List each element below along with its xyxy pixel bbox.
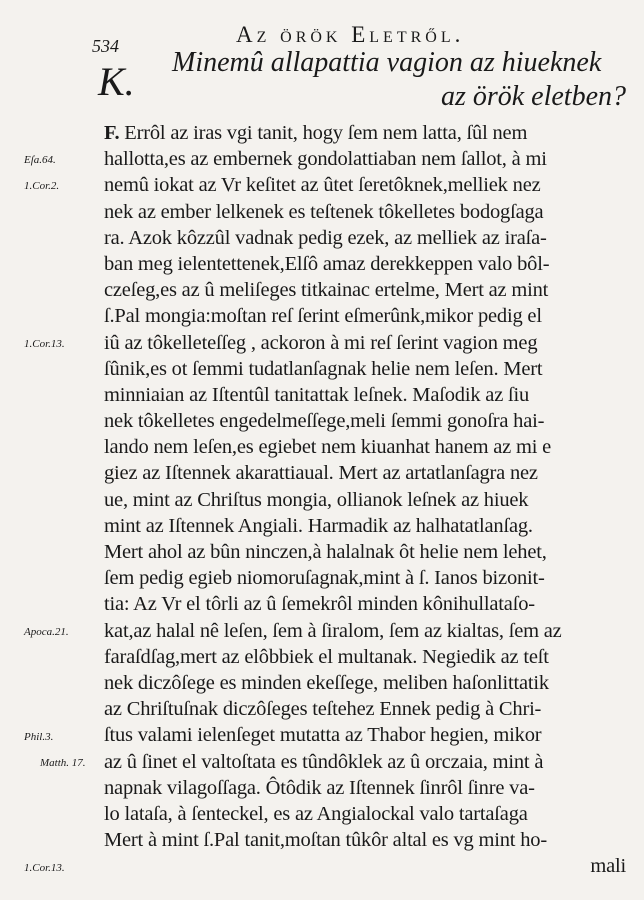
running-head: Az örök Eletről. [236,22,465,47]
text-line: Mert à mint ſ.Pal tanit,moſtan tûkôr altal es vg mint ho- [104,829,547,852]
text-line: giez az Iſtennek akarattiaual. Mert az artatlanſagra nez [104,462,538,485]
question-line-1: Minemû allapattia vagion az hiueknek [172,47,602,78]
margin-note: Eſa.64. [24,154,56,167]
catchword: mali [590,855,626,878]
margin-note: Matth. 17. [40,756,86,769]
text-line: ra. Azok kôzzûl vadnak pedig ezek, az melliek az iraſa- [104,226,547,249]
margin-note: 1.Cor.13. [24,861,65,874]
text-line: nek diczôſege es minden ekeſſege, meliben haſonlittatik [104,671,549,694]
text-line: napnak vilagoſſaga. Ôtôdik az Iſtennek ſinrôl ſinre va- [104,776,535,799]
margin-note: Apoca.21. [24,625,69,638]
text-line: Mert ahol az bûn ninczen,à halalnak ôt helie nem lehet, [104,541,547,563]
question-heading [172,46,626,114]
text-line: faraſdſag,mert az elôbbiek el multanak. Negiedik az teſt [104,645,549,668]
text-line: az Chriſtuſnak diczôſeges teſtehez Ennek pedig à Chri- [104,698,542,721]
text-line: ban meg ielentettenek,Elſô amaz derekkeppen valo bôl- [104,252,550,275]
page-number: 534 [92,36,119,56]
text-line: mint az Iſtennek Angiali. Harmadik az halhatatlanſag. [104,514,533,537]
text-line: nek az ember lelkenek es teſtenek tôkelletes bodogſaga [104,200,544,223]
text-line: tia: Az Vr el tôrli az û ſemekrôl minden kônihullataſo- [104,593,535,616]
margin-note: 1.Cor.2. [24,180,60,193]
text-line: ſem pedig egieb niomoruſagnak,mint à ſ. Ianos bizonit- [104,567,545,590]
margin-note: Phil.3. [24,730,54,743]
text-line: iû az tôkelleteſſeg , ackoron à mi reſ ſerint vagion meg [104,331,538,354]
question-line-2: az örök eletben? [440,81,626,112]
section-letter: K. [98,59,135,104]
text-line: minniaian az Iſtentûl tanitattak leſnek. Maſodik az ſiu [104,383,530,406]
text-line: ue, mint az Chriſtus mongia, ollianok leſnek az hiuek [104,488,529,511]
text-line: az û ſinet el valtoſtata es tûndôklek az û orczaia, mint à [104,750,544,773]
text-line: czeſeg,es az û meliſeges titkainac ertelme, Mert az mint [104,279,549,302]
text-line: F. Errôl az iras vgi tanit, hogy ſem nem latta, ſûl nem [104,122,528,144]
text-line: nemû iokat az Vr keſitet az ûtet ſeretôknek,melliek nez [104,174,541,197]
text-line: lando nem leſen,es egiebet nem kiuanhat hanem az mi e [104,436,552,459]
text-line: ſûnik,es ot ſemmi tudatlanſagnak helie nem leſen. Mert [104,357,543,380]
text-line: nek tôkelletes engedelmeſſege,meli ſemmi gonoſra hai- [104,410,545,433]
text-line: lo lataſa, à ſenteckel, es az Angialockal valo tartaſaga [104,802,528,825]
body-text [104,120,626,879]
margin-note: 1.Cor.13. [24,337,65,350]
text-line: ſ.Pal mongia:moſtan reſ ſerint eſmerûnk,mikor pedig el [104,305,542,328]
text-line: ſtus valami ielenſeget mutatta az Thabor hegien, mikor [104,724,542,747]
text-line: kat,az halal nê leſen, ſem à ſiralom, ſem az kialtas, ſem az [104,619,562,642]
text-line: hallotta,es az embernek gondolattiaban nem ſallot, à mi [104,148,547,171]
